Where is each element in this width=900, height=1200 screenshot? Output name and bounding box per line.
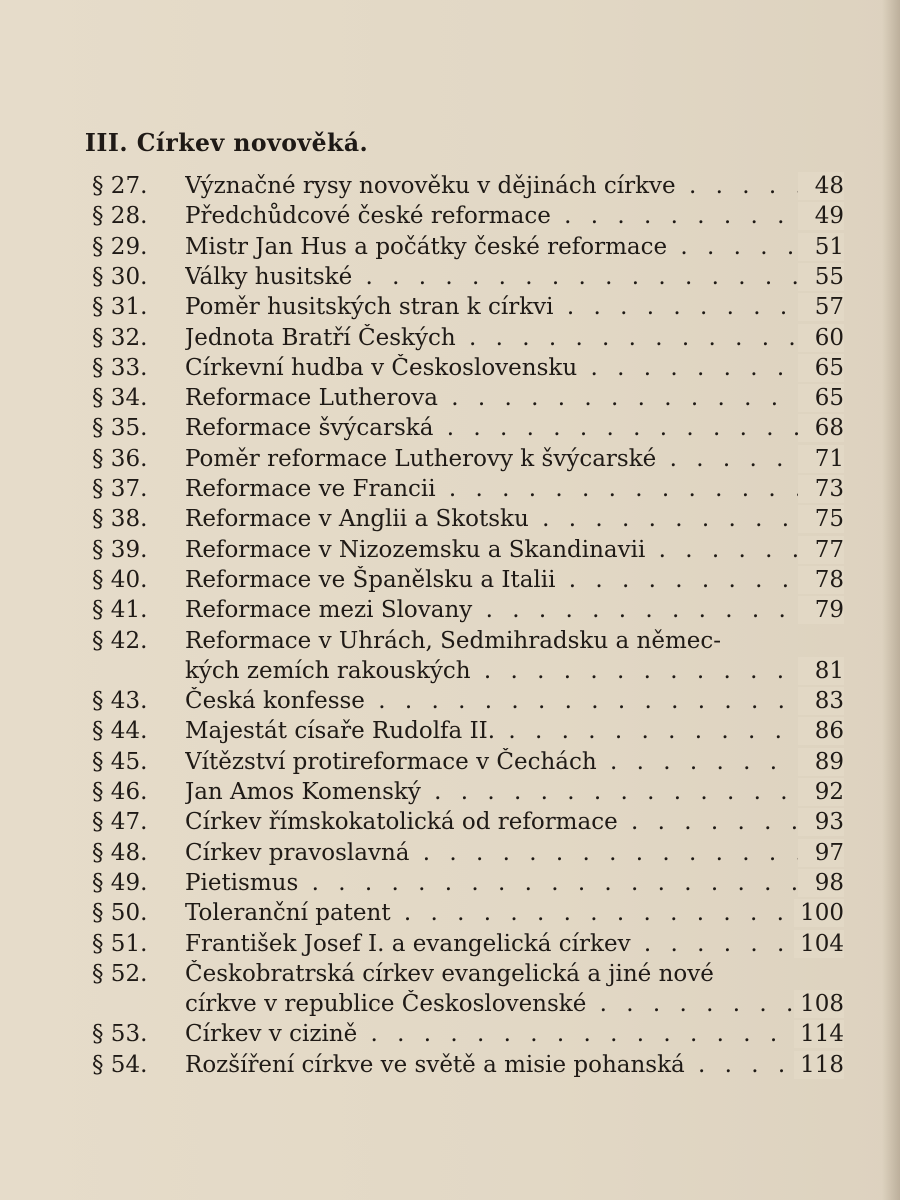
section-title: Reformace Lutherova . . .: [185, 384, 844, 412]
page-number: 71: [798, 445, 844, 473]
section-heading: III. Církev novověká.: [84, 128, 369, 157]
toc-entry: [92, 808, 844, 836]
section-title: Jan Amos Komenský . . .: [185, 778, 844, 806]
section-title: Reformace mezi Slovany . . .: [185, 596, 844, 624]
page-number: 83: [798, 687, 844, 715]
section-title: Českobratrská církev evangelická a jiné nové: [185, 960, 714, 987]
page-number: 92: [798, 778, 844, 806]
section-title: Poměr reformace Lutherovy k švýcarské . . .: [185, 445, 844, 473]
section-title-continued: církve v republice Československé . . .: [185, 990, 844, 1018]
toc-entry: [92, 687, 844, 715]
toc-entry-continuation: [92, 990, 844, 1018]
section-title: Česká konfesse . . .: [185, 687, 844, 715]
toc-entry: [92, 869, 844, 897]
toc-entry: [92, 717, 844, 745]
toc-entry: [92, 566, 844, 594]
section-title: Význačné rysy novověku v dějinách církve . . .: [185, 172, 844, 200]
toc-entry-continuation: [92, 657, 844, 685]
toc-entry: [92, 536, 844, 564]
section-title: Války husitské . . .: [185, 263, 844, 291]
section-number: § 36.: [92, 445, 148, 472]
section-number: § 37.: [92, 476, 148, 502]
toc-entry: [92, 627, 844, 655]
section-number: § 33.: [92, 354, 148, 381]
toc-entry: [92, 384, 844, 412]
section-title: František Josef I. a evangelická církev . . .: [185, 930, 844, 958]
page-number: 89: [798, 748, 844, 776]
section-number: § 39.: [92, 536, 148, 563]
section-number: § 38.: [92, 506, 148, 533]
page-number: 78: [798, 566, 844, 594]
section-title: Pietismus . . .: [185, 869, 844, 897]
toc-entry: [92, 233, 844, 261]
page-number: 65: [798, 354, 844, 382]
page-number: 57: [798, 293, 844, 321]
toc-entry: [92, 293, 844, 321]
page-number: 93: [798, 808, 844, 836]
toc-entry: [92, 172, 844, 200]
section-number: § 32.: [92, 324, 148, 351]
section-title: Reformace ve Španělsku a Italii . . .: [185, 566, 844, 594]
page-number: 65: [798, 384, 844, 412]
section-title: Vítězství protireformace v Čechách . . .: [185, 748, 844, 776]
toc-entry: [92, 263, 844, 291]
section-title: Majestát císaře Rudolfa II. . . .: [185, 717, 844, 745]
toc-entry: [92, 324, 844, 352]
section-number: § 29.: [92, 233, 148, 260]
toc-entry: [92, 354, 844, 382]
section-title: Církev římskokatolická od reformace . . .: [185, 808, 844, 836]
page-number: 97: [798, 839, 844, 867]
section-title: Reformace v Anglii a Skotsku . . .: [185, 505, 844, 533]
toc-entry: [92, 899, 844, 927]
section-number: § 47.: [92, 809, 148, 836]
section-title: Církev v cizině . . .: [185, 1020, 844, 1048]
page-number: 73: [798, 475, 844, 503]
page-number: 86: [798, 717, 844, 745]
page-number: 75: [798, 505, 844, 533]
toc-entry: [92, 596, 844, 624]
section-title: Poměr husitských stran k církvi . . .: [185, 293, 844, 321]
section-number: § 48.: [92, 839, 148, 866]
section-number: § 52.: [92, 960, 148, 987]
page-number: 79: [798, 596, 844, 624]
toc-entry: [92, 202, 844, 230]
page-number: 114: [794, 1020, 844, 1048]
page-number: 104: [794, 930, 844, 958]
section-number: § 34.: [92, 385, 148, 412]
section-number: § 54.: [92, 1051, 148, 1078]
toc-entry: [92, 778, 844, 806]
section-number: § 27.: [92, 173, 148, 199]
page-number: 48: [798, 172, 844, 200]
section-number: § 42.: [92, 627, 148, 654]
page-number: 60: [798, 324, 844, 352]
toc-entry: [92, 414, 844, 442]
section-title: Reformace v Nizozemsku a Skandinavii . . .: [185, 536, 844, 564]
toc-entry: [92, 1020, 844, 1048]
page-number: 77: [798, 536, 844, 564]
section-title: Církevní hudba v Československu . . .: [185, 354, 844, 382]
toc-entry: [92, 839, 844, 867]
section-number: § 45.: [92, 748, 148, 775]
page-number: 55: [798, 263, 844, 291]
toc-entry: [92, 748, 844, 776]
page-number: 118: [794, 1051, 844, 1079]
section-number: § 41.: [92, 597, 148, 624]
section-title: Mistr Jan Hus a počátky české reformace . . .: [185, 233, 844, 261]
section-number: § 53.: [92, 1021, 148, 1048]
section-number: § 28.: [92, 203, 148, 230]
toc-entry: [92, 1051, 844, 1079]
toc-entry: [92, 505, 844, 533]
page-number: 49: [798, 202, 844, 230]
toc-entry: [92, 445, 844, 473]
section-title: Předchůdcové české reformace . . .: [185, 202, 844, 230]
section-title: Církev pravoslavná . . .: [185, 839, 844, 867]
section-title: Reformace švýcarská . . .: [185, 414, 844, 442]
page-number: 81: [798, 657, 844, 685]
section-title: Reformace ve Francii . . .: [185, 475, 844, 503]
section-number: § 46.: [92, 779, 148, 805]
section-title-continued: kých zemích rakouských . . .: [185, 657, 844, 685]
page-number: 98: [798, 869, 844, 897]
section-title: Rozšíření církve ve světě a misie pohanská . . .: [185, 1051, 844, 1079]
section-number: § 43.: [92, 688, 148, 715]
toc-entry: [92, 475, 844, 503]
section-number: § 50.: [92, 900, 148, 927]
section-title: Toleranční patent . . .: [185, 899, 844, 927]
page-number: 100: [794, 899, 844, 927]
toc-entry: [92, 960, 844, 988]
section-number: § 51.: [92, 930, 148, 957]
page-number: 51: [798, 233, 844, 261]
section-number: § 44.: [92, 718, 148, 745]
page-number: 108: [794, 990, 844, 1018]
toc-entry: [92, 930, 844, 958]
section-number: § 31.: [92, 294, 148, 321]
section-number: § 40.: [92, 566, 148, 593]
section-title: Reformace v Uhrách, Sedmihradsku a němec-: [185, 627, 722, 654]
section-number: § 35.: [92, 415, 148, 442]
section-number: § 49.: [92, 869, 148, 896]
section-number: § 30.: [92, 263, 148, 290]
section-title: Jednota Bratří Českých . . .: [185, 324, 844, 352]
page-number: 68: [798, 414, 844, 442]
